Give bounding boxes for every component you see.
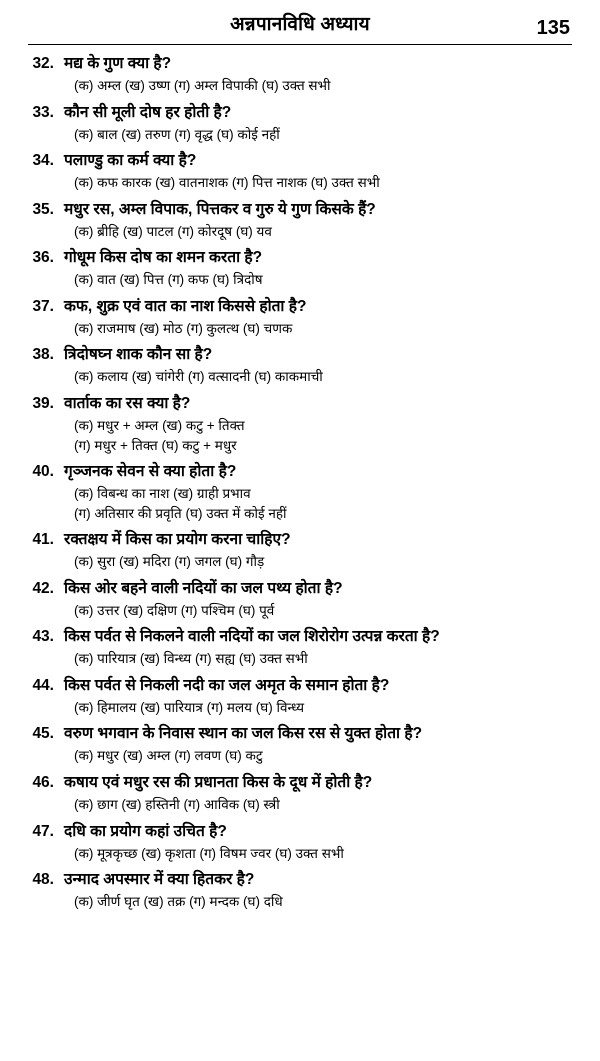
option-line: (क) कलाय (ख) चांगेरी (ग) वत्सादनी (घ) काकमाची xyxy=(74,369,323,385)
option-line: (क) मधुर + अम्ल (ख) कटु + तिक्त xyxy=(74,417,245,433)
option-line: (क) उत्तर (ख) दक्षिण (ग) पश्चिम (घ) पूर्व xyxy=(74,602,275,618)
question-row xyxy=(26,102,574,124)
question-text: दधि का प्रयोग कहां उचित है? xyxy=(64,822,227,840)
question-options xyxy=(74,75,574,96)
question-text: कफ, शुक्र एवं वात का नाश किससे होता है? xyxy=(64,297,307,315)
option-line: (क) जीर्ण घृत (ख) तक्र (ग) मन्दक (घ) दधि xyxy=(74,894,283,910)
question-row xyxy=(26,461,574,483)
question-row xyxy=(26,296,574,318)
question-item xyxy=(26,393,574,455)
question-text: वरुण भगवान के निवास स्थान का जल किस रस से युक्त होता है? xyxy=(64,725,423,743)
question-options xyxy=(74,648,574,669)
question-text: गोधूम किस दोष का शमन करता है? xyxy=(64,249,263,267)
question-item xyxy=(26,578,574,621)
question-number: 48. xyxy=(32,871,54,889)
option-line: (क) अम्ल (ख) उष्ण (ग) अम्ल विपाकी (घ) उक्त सभी xyxy=(74,78,331,93)
question-text: रक्तक्षय में किस का प्रयोग करना चाहिए? xyxy=(64,531,291,549)
question-item xyxy=(26,869,574,912)
option-line: (क) सुरा (ख) मदिरा (ग) जगल (घ) गौड़ xyxy=(74,554,265,570)
question-row xyxy=(26,53,574,75)
question-options xyxy=(74,366,574,387)
option-line: (क) पारियात्र (ख) विन्ध्य (ग) सह्य (घ) उक्त सभी xyxy=(74,651,308,667)
question-options xyxy=(74,697,574,718)
question-item xyxy=(26,199,574,242)
option-line: (क) हिमालय (ख) पारियात्र (ग) मलय (घ) विन्ध्य xyxy=(74,699,305,715)
question-row xyxy=(26,821,574,843)
option-line: (क) विबन्ध का नाश (ख) ग्राही प्रभाव xyxy=(74,486,251,502)
question-text: उन्माद अपस्मार में क्या हितकर है? xyxy=(64,871,255,889)
question-number: 40. xyxy=(32,463,54,481)
question-number: 34. xyxy=(32,152,54,170)
option-line: (ग) अतिसार की प्रवृति (घ) उक्त में कोई नहीं xyxy=(74,505,287,521)
question-options xyxy=(74,415,574,455)
question-text: किस ओर बहने वाली नदियों का जल पथ्य होता है? xyxy=(64,579,343,597)
question-row xyxy=(26,723,574,745)
question-number: 45. xyxy=(32,725,54,743)
option-line: (क) कफ कारक (ख) वातनाशक (ग) पित्त नाशक (घ) उक्त सभी xyxy=(74,175,380,191)
question-item xyxy=(26,772,574,815)
option-line: (क) मूत्रकृच्छ (ख) कृशता (ग) विषम ज्वर (घ) उक्त सभी xyxy=(74,845,344,861)
question-row xyxy=(26,772,574,794)
question-text: किस पर्वत से निकली नदी का जल अमृत के समान होता है? xyxy=(64,676,390,694)
question-number: 37. xyxy=(32,297,54,315)
question-options xyxy=(74,124,574,145)
question-text: कषाय एवं मधुर रस की प्रधानता किस के दूध में होती है? xyxy=(64,774,373,791)
question-item xyxy=(26,53,574,96)
question-item xyxy=(26,296,574,339)
question-number: 43. xyxy=(32,628,54,646)
question-number: 35. xyxy=(32,200,54,218)
question-options xyxy=(74,172,574,193)
question-row xyxy=(26,869,574,891)
question-options xyxy=(74,221,574,242)
question-item xyxy=(26,675,574,718)
question-item xyxy=(26,344,574,387)
question-options xyxy=(74,551,574,572)
question-text: पलाण्डु का कर्म क्या है? xyxy=(64,152,197,170)
question-item xyxy=(26,723,574,766)
question-number: 39. xyxy=(32,394,54,412)
question-number: 41. xyxy=(32,531,54,549)
question-item xyxy=(26,102,574,145)
question-number: 32. xyxy=(32,55,54,72)
question-options xyxy=(74,318,574,339)
question-number: 33. xyxy=(32,103,54,121)
question-item xyxy=(26,247,574,290)
question-row xyxy=(26,626,574,648)
option-line: (ग) मधुर + तिक्त (घ) कटु + मधुर xyxy=(74,437,237,453)
question-row xyxy=(26,578,574,600)
option-line: (क) राजमाष (ख) मोठ (ग) कुलत्थ (घ) चणक xyxy=(74,320,293,336)
question-number: 47. xyxy=(32,822,54,840)
question-item xyxy=(26,529,574,572)
option-line: (क) बाल (ख) तरुण (ग) वृद्ध (घ) कोई नहीं xyxy=(74,126,280,142)
question-number: 36. xyxy=(32,249,54,267)
question-row xyxy=(26,393,574,415)
question-options xyxy=(74,794,574,815)
option-line: (क) मधुर (ख) अम्ल (ग) लवण (घ) कटु xyxy=(74,748,263,764)
question-number: 38. xyxy=(32,346,54,364)
question-options xyxy=(74,483,574,523)
question-text: मद्य के गुण क्या है? xyxy=(64,55,172,72)
page-number: 135 xyxy=(536,17,570,39)
question-options xyxy=(74,600,574,621)
option-line: (क) छाग (ख) हस्तिनी (ग) आविक (घ) स्त्री xyxy=(74,797,280,812)
question-text: गृञ्जनक सेवन से क्या होता है? xyxy=(64,463,237,481)
question-options xyxy=(74,745,574,766)
question-text: कौन सी मूली दोष हर होती है? xyxy=(64,103,232,121)
question-row xyxy=(26,150,574,172)
question-options xyxy=(74,891,574,912)
question-row xyxy=(26,199,574,221)
question-text: मधुर रस, अम्ल विपाक, पित्तकर व गुरु ये गुण किसके हैं? xyxy=(64,200,376,218)
question-text: त्रिदोषघ्न शाक कौन सा है? xyxy=(64,346,213,364)
question-row xyxy=(26,675,574,697)
question-row xyxy=(26,247,574,269)
question-number: 44. xyxy=(32,676,54,694)
header-divider xyxy=(28,44,572,45)
question-item xyxy=(26,461,574,523)
question-number: 46. xyxy=(32,774,54,791)
option-line: (क) वात (ख) पित्त (ग) कफ (घ) त्रिदोष xyxy=(74,272,263,288)
option-line: (क) ब्रीहि (ख) पाटल (ग) कोरदूष (घ) यव xyxy=(74,223,272,239)
chapter-title: अन्नपानविधि अध्याय xyxy=(230,14,370,35)
question-item xyxy=(26,150,574,193)
question-row xyxy=(26,344,574,366)
question-item xyxy=(26,626,574,669)
question-text: वार्ताक का रस क्या है? xyxy=(64,394,191,412)
question-list xyxy=(26,53,574,912)
question-text: किस पर्वत से निकलने वाली नदियों का जल शिरोरोग उत्पन्न करता है? xyxy=(64,628,440,646)
question-row xyxy=(26,529,574,551)
question-options xyxy=(74,269,574,290)
page-header xyxy=(26,10,574,40)
question-item xyxy=(26,821,574,864)
question-number: 42. xyxy=(32,579,54,597)
question-options xyxy=(74,843,574,864)
